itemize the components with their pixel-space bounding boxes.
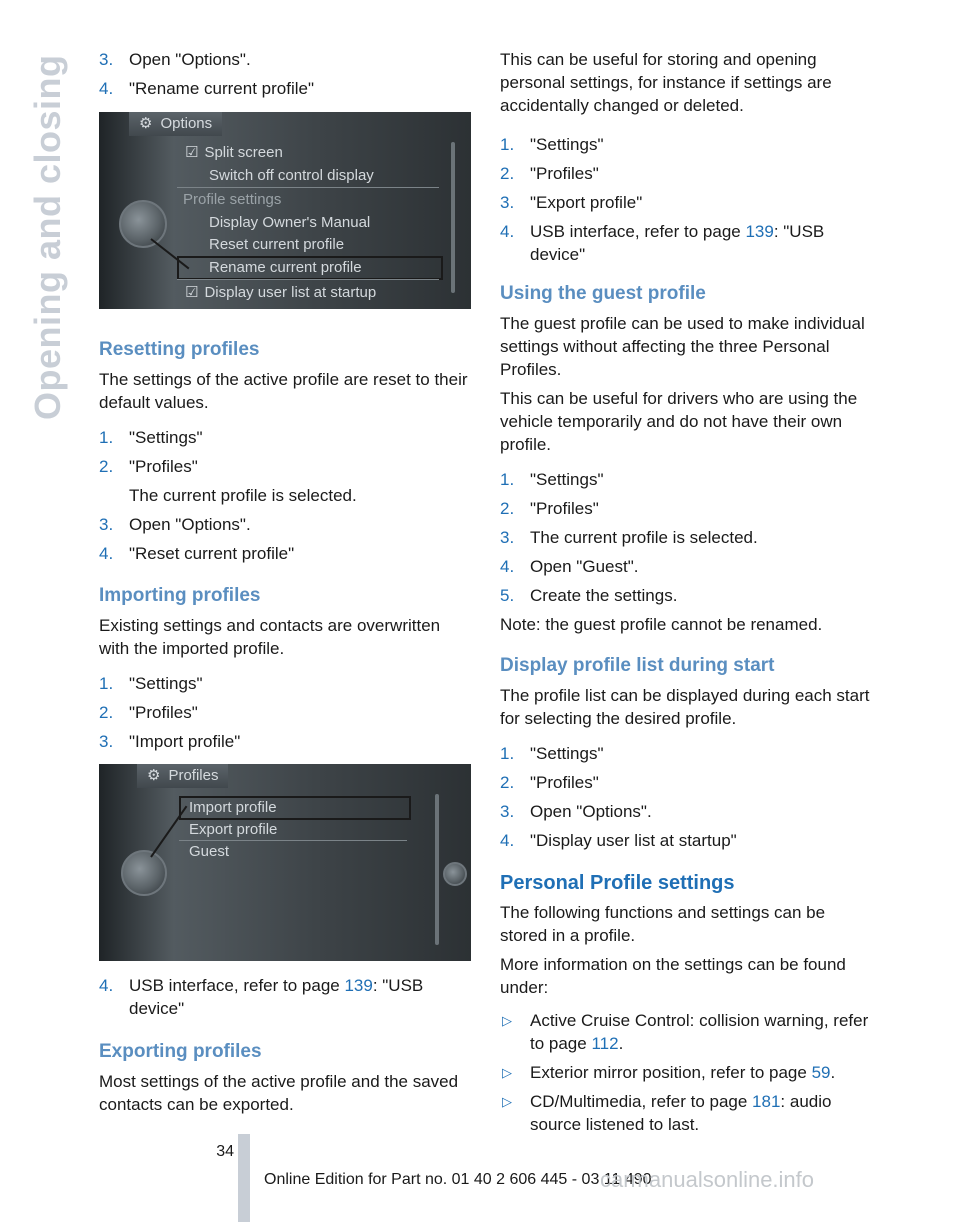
controller-knob-icon xyxy=(119,200,167,248)
step: 4. Open "Guest". xyxy=(500,557,639,576)
section-intro: Most settings of the active profile and the saved contacts can be exported. xyxy=(99,1072,459,1114)
page-number: 34 xyxy=(216,1143,234,1160)
menu-item-export-profile: Export profile xyxy=(189,821,278,838)
menu-item-rename-profile: Rename current profile xyxy=(209,259,362,276)
menu-item-reset-profile: Reset current profile xyxy=(209,236,345,253)
step: 1. "Settings" xyxy=(99,674,203,693)
guest-note: Note: the guest profile cannot be renamed. xyxy=(500,615,823,634)
options-screen-image xyxy=(99,112,471,309)
exporting-section xyxy=(99,1040,473,1122)
section-intro: The profile list can be displayed during each start for selecting the desired profile. xyxy=(500,686,870,728)
page-link[interactable]: 139 xyxy=(745,222,774,241)
scroll-rail xyxy=(435,794,439,945)
chapter-title-text: Opening and closing xyxy=(27,54,68,420)
callout-line xyxy=(150,238,189,269)
step: 5. Create the settings. xyxy=(500,586,678,605)
step: 1. "Settings" xyxy=(99,428,203,447)
menu-divider xyxy=(177,187,439,188)
step: 3. "Import profile" xyxy=(99,732,241,751)
section-heading: Importing profiles xyxy=(99,585,261,606)
importing-section xyxy=(99,584,473,759)
step: 4. "Display user list at startup" xyxy=(500,831,737,850)
step: 3. "Export profile" xyxy=(500,193,643,212)
menu-divider xyxy=(179,840,407,841)
bullet-item: ▷ CD/Multimedia, refer to page 181: audio source listened to last. xyxy=(502,1092,832,1134)
footer-bar xyxy=(238,1134,250,1222)
section-heading: Exporting profiles xyxy=(99,1041,262,1062)
edition-text: Online Edition for Part no. 01 40 2 606 445 - 03 11 490 xyxy=(264,1171,652,1188)
section-heading: Using the guest profile xyxy=(500,283,706,304)
side-button-icon xyxy=(443,862,467,886)
step: 3. Open "Options". xyxy=(99,515,251,534)
watermark: carmanualsonline.info xyxy=(600,1167,815,1192)
rename-steps xyxy=(99,48,473,106)
section-heading: Personal Profile settings xyxy=(500,872,735,894)
bullet-item: ▷ Active Cruise Control: collision warning, refer to page 112. xyxy=(502,1011,869,1053)
step: 4. USB interface, refer to page 139: "USB device" xyxy=(500,222,825,264)
personal-paragraph-2: More information on the settings can be found under: xyxy=(500,955,846,997)
step: 2. "Profiles" xyxy=(99,703,198,722)
step: 2. "Profiles" xyxy=(500,164,599,183)
gear-icon: ⚙ xyxy=(139,115,153,132)
menu-item-guest: Guest xyxy=(189,843,230,860)
profiles-tab: ⚙ Profiles xyxy=(137,764,228,788)
step: 4. "Rename current profile" xyxy=(99,79,314,98)
section-intro: Existing settings and contacts are overwritten with the imported profile. xyxy=(99,616,441,658)
guest-paragraph-2: This can be useful for drivers who are using the vehicle temporarily and do not have their own profile. xyxy=(500,389,858,454)
step: 4. "Reset current profile" xyxy=(99,544,295,563)
menu-item-display-user-list: ☑ Display user list at startup xyxy=(185,284,377,301)
callout-line xyxy=(150,806,187,858)
step: 1. "Settings" xyxy=(500,470,604,489)
step: 2. "Profiles" The current profile is selected. xyxy=(99,457,357,505)
menu-divider xyxy=(177,279,439,280)
page-link[interactable]: 59 xyxy=(811,1063,831,1082)
gear-icon: ⚙ xyxy=(147,767,161,784)
options-tab: ⚙ Options xyxy=(129,112,222,136)
display-list-section xyxy=(500,654,876,858)
step: 1. "Settings" xyxy=(500,744,604,763)
export-continued xyxy=(500,48,876,272)
step: 3. The current profile is selected. xyxy=(500,528,758,547)
import-step-4 xyxy=(99,974,473,1026)
section-intro: The settings of the active profile are reset to their default values. xyxy=(99,370,468,412)
scroll-rail xyxy=(451,142,455,293)
step: 2. "Profiles" xyxy=(500,499,599,518)
guest-section xyxy=(500,282,876,642)
step: 3. Open "Options". xyxy=(500,802,652,821)
triangle-bullet-icon: ▷ xyxy=(502,1013,512,1028)
menu-item-split-screen: ☑ Split screen xyxy=(185,144,283,161)
page-link[interactable]: 139 xyxy=(344,976,373,995)
page-link[interactable]: 181 xyxy=(752,1092,781,1111)
triangle-bullet-icon: ▷ xyxy=(502,1065,512,1080)
bullet-item: ▷ Exterior mirror position, refer to page 59. xyxy=(502,1063,836,1082)
page-link[interactable]: 112 xyxy=(591,1034,619,1053)
triangle-bullet-icon: ▷ xyxy=(502,1094,512,1109)
chapter-side-title xyxy=(22,40,66,420)
menu-section-profile-settings: Profile settings xyxy=(183,191,282,208)
resetting-section xyxy=(99,338,473,571)
menu-item-display-manual: Display Owner's Manual xyxy=(209,214,371,231)
guest-paragraph-1: The guest profile can be used to make individual settings without affecting the three Personal Profiles. xyxy=(500,314,865,379)
section-heading: Resetting profiles xyxy=(99,339,260,360)
export-intro: This can be useful for storing and opening personal settings, for instance if settings are accidentally changed or deleted. xyxy=(500,50,832,115)
menu-item-switch-off: Switch off control display xyxy=(209,167,374,184)
checkbox-icon: ☑ xyxy=(185,144,199,161)
menu-item-import-profile: Import profile xyxy=(189,799,277,816)
step: 2. "Profiles" xyxy=(500,773,599,792)
controller-knob-icon xyxy=(121,850,167,896)
step: 1. "Settings" xyxy=(500,135,604,154)
personal-section xyxy=(500,871,876,1142)
section-heading: Display profile list during start xyxy=(500,655,775,676)
profiles-screen-image xyxy=(99,764,471,961)
checkbox-icon: ☑ xyxy=(185,284,199,301)
personal-paragraph-1: The following functions and settings can be stored in a profile. xyxy=(500,903,826,945)
step: 4. USB interface, refer to page 139: "USB device" xyxy=(99,976,424,1018)
step: 3. Open "Options". xyxy=(99,50,251,69)
